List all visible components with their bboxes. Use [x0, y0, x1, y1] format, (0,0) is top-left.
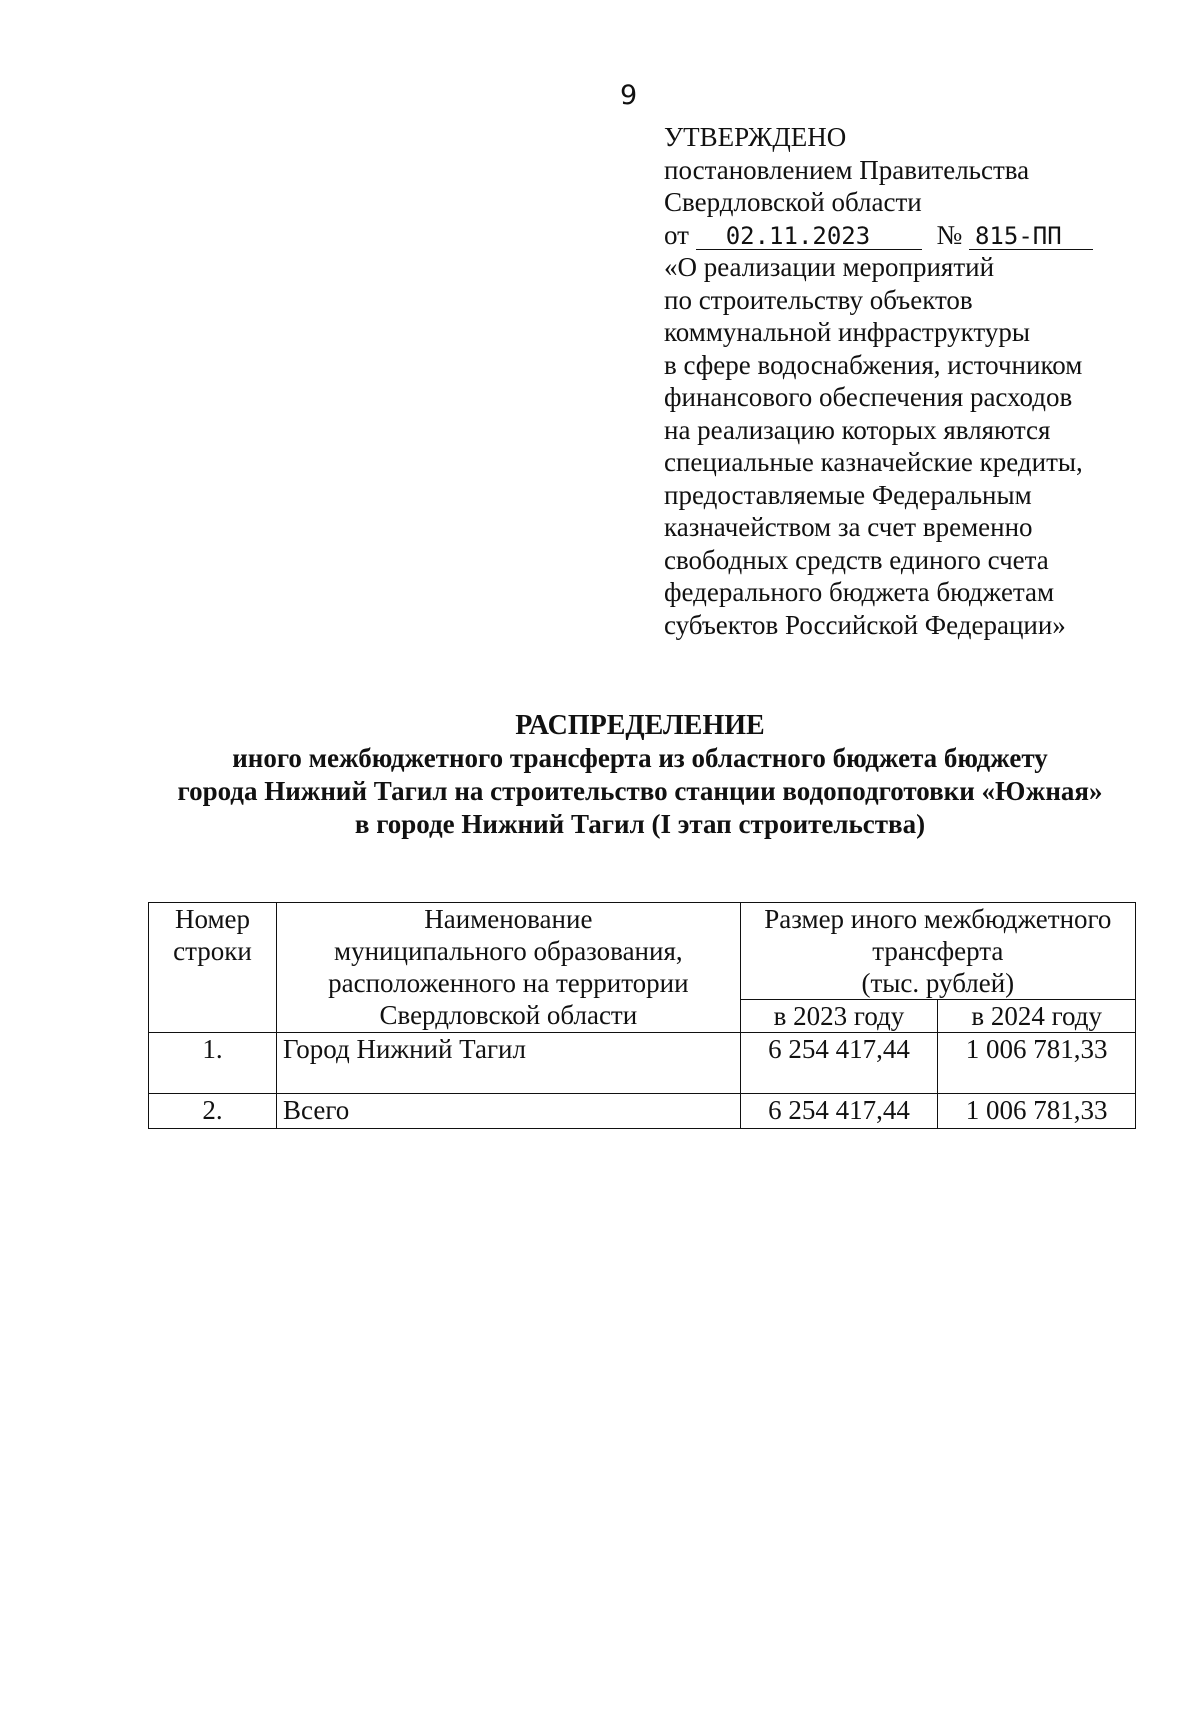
approval-title-line: «О реализации мероприятий — [664, 252, 995, 282]
number-label: № — [936, 219, 963, 250]
header-year-2024: в 2024 году — [938, 1000, 1136, 1033]
approval-title-line: казначейством за счет временно — [664, 512, 1033, 542]
approval-title-line: в сфере водоснабжения, источником — [664, 349, 1083, 380]
approval-header: УТВЕРЖДЕНО — [664, 122, 847, 152]
row-name: Всего — [277, 1094, 741, 1129]
approval-block — [664, 121, 1164, 641]
approval-title-line: по строительству объектов — [664, 284, 973, 315]
approval-title-line: предоставляемые Федеральным — [664, 479, 1032, 510]
approval-title-line: на реализацию которых являются — [664, 414, 1051, 445]
distribution-table — [148, 902, 1136, 1129]
approval-number: 815-ПП — [969, 223, 1093, 250]
approval-title-line: свободных средств единого счета — [664, 544, 1049, 575]
heading-line: иного межбюджетного трансферта из областного бюджета бюджету — [232, 743, 1048, 773]
header-amount: Размер иного межбюджетного трансферта (тыс. рублей) — [740, 903, 1135, 1000]
approval-title-line: федерального бюджета бюджетам — [664, 577, 1055, 607]
table-row — [149, 1033, 1136, 1094]
approval-date-line — [664, 219, 1164, 252]
row-number: 2. — [149, 1094, 277, 1129]
row-name: Город Нижний Тагил — [277, 1033, 741, 1094]
approval-title-line: специальные казначейские кредиты, — [664, 447, 1083, 477]
row-amount-2024: 1 006 781,33 — [938, 1033, 1136, 1094]
from-label: от — [664, 219, 689, 250]
table-header-row — [149, 903, 1136, 1000]
approval-title-line: финансового обеспечения расходов — [664, 382, 1073, 412]
header-year-2023: в 2023 году — [740, 1000, 938, 1033]
approval-date: 02.11.2023 — [696, 223, 922, 250]
heading-title: РАСПРЕДЕЛЕНИЕ — [515, 710, 765, 741]
approval-line-2: Свердловской области — [664, 187, 922, 217]
document-heading — [100, 709, 1180, 841]
row-number: 1. — [149, 1033, 277, 1094]
row-amount-2024: 1 006 781,33 — [938, 1094, 1136, 1129]
header-number: Номер строки — [149, 903, 277, 1033]
row-amount-2023: 6 254 417,44 — [740, 1094, 938, 1129]
heading-line: города Нижний Тагил на строительство станции водоподготовки «Южная» — [177, 776, 1103, 806]
heading-line: в городе Нижний Тагил (I этап строительства) — [354, 809, 926, 839]
approval-line-1: постановлением Правительства — [664, 154, 1030, 185]
header-name: Наименование муниципального образования, расположенного на территории Свердловской области — [277, 903, 741, 1033]
page-number: 9 — [620, 80, 638, 111]
approval-title-line: коммунальной инфраструктуры — [664, 317, 1030, 347]
row-amount-2023: 6 254 417,44 — [740, 1033, 938, 1094]
table-row — [149, 1094, 1136, 1129]
approval-title-line: субъектов Российской Федерации» — [664, 609, 1066, 640]
